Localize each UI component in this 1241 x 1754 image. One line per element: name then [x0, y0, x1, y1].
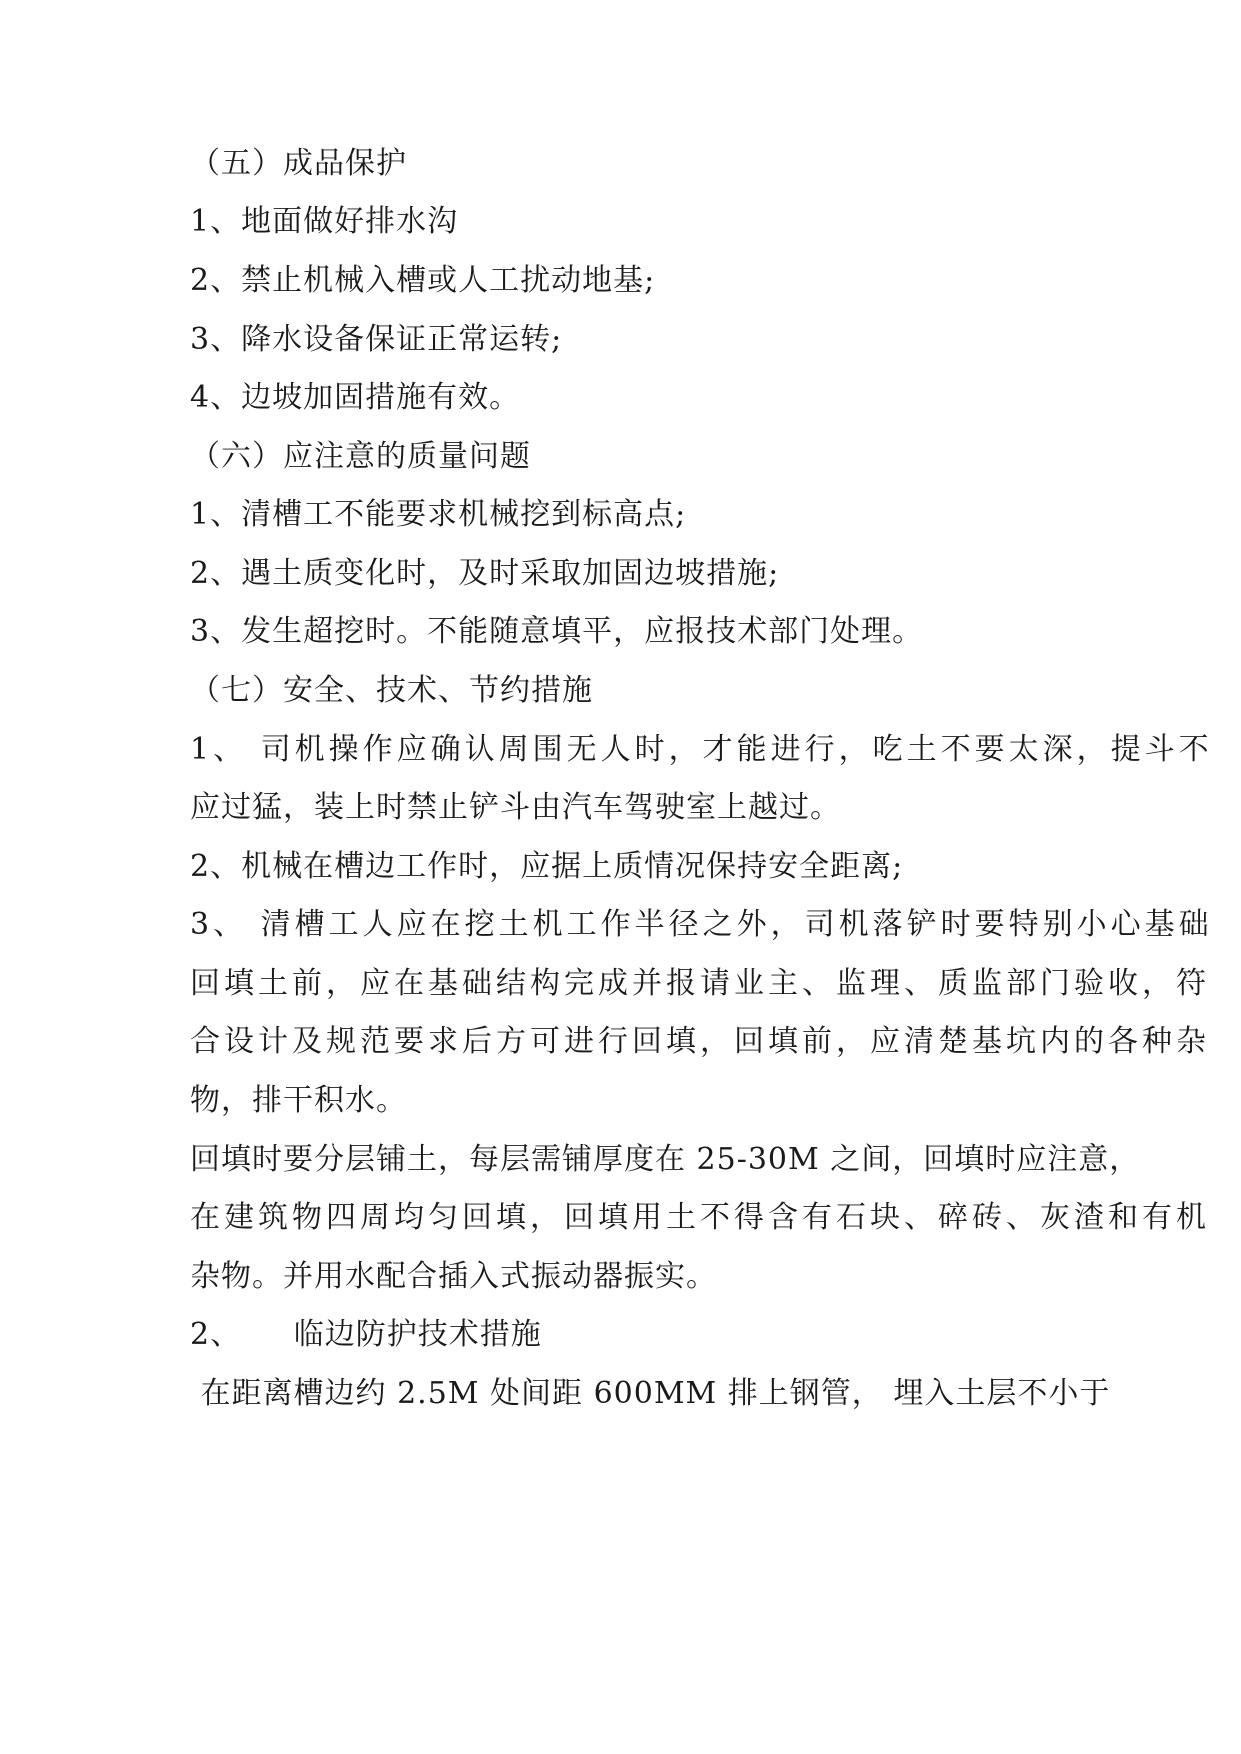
paragraph-line: 3、 清槽工人应在挖土机工作半径之外，司机落铲时要特别小心基础 [190, 907, 1213, 942]
paragraph-line: 3、降水设备保证正常运转; [190, 322, 563, 357]
paragraph-line: 在建筑物四周均匀回填，回填用土不得含有石块、碎砖、灰渣和有机 [190, 1200, 1210, 1235]
paragraph-line: 1、清槽工不能要求机械挖到标高点; [190, 497, 687, 532]
paragraph-line: 4、边坡加固措施有效。 [190, 380, 521, 415]
paragraph-line: 2、禁止机械入槽或人工扰动地基; [190, 263, 656, 298]
paragraph-line: 在距离槽边约 2.5M 处间距 600MM 排上钢管， 埋入土层不小于 [190, 1376, 1111, 1411]
paragraph-line: 应过猛，装上时禁止铲斗由汽车驾驶室上越过。 [190, 790, 841, 825]
paragraph-line: 2、机械在槽边工作时，应据上质情况保持安全距离; [190, 849, 904, 884]
section-heading-5: （五）成品保护 [190, 146, 407, 181]
paragraph-line: 物，排干积水。 [190, 1083, 407, 1118]
section-heading-6: （六）应注意的质量问题 [190, 439, 531, 474]
paragraph-line: 杂物。并用水配合插入式振动器振实。 [190, 1259, 717, 1294]
paragraph-line: 3、发生超挖时。不能随意填平，应报技术部门处理。 [190, 614, 924, 649]
paragraph-line: 1、 司机操作应确认周围无人时，才能进行，吃土不要太深，提斗不 [190, 732, 1213, 767]
paragraph-line: 合设计及规范要求后方可进行回填，回填前，应清楚基坑内的各种杂 [190, 1024, 1210, 1059]
paragraph-line: 回填土前，应在基础结构完成并报请业主、监理、质监部门验收，符 [190, 966, 1210, 1001]
section-heading-7: （七）安全、技术、节约措施 [190, 673, 593, 708]
subheading-line: 2、 临边防护技术措施 [190, 1317, 542, 1352]
paragraph-line: 回填时要分层铺土，每层需铺厚度在 25-30M 之间，回填时应注意， [190, 1142, 1141, 1177]
paragraph-line: 2、遇土质变化时，及时采取加固边坡措施; [190, 556, 780, 591]
paragraph-line: 1、地面做好排水沟 [190, 204, 459, 239]
